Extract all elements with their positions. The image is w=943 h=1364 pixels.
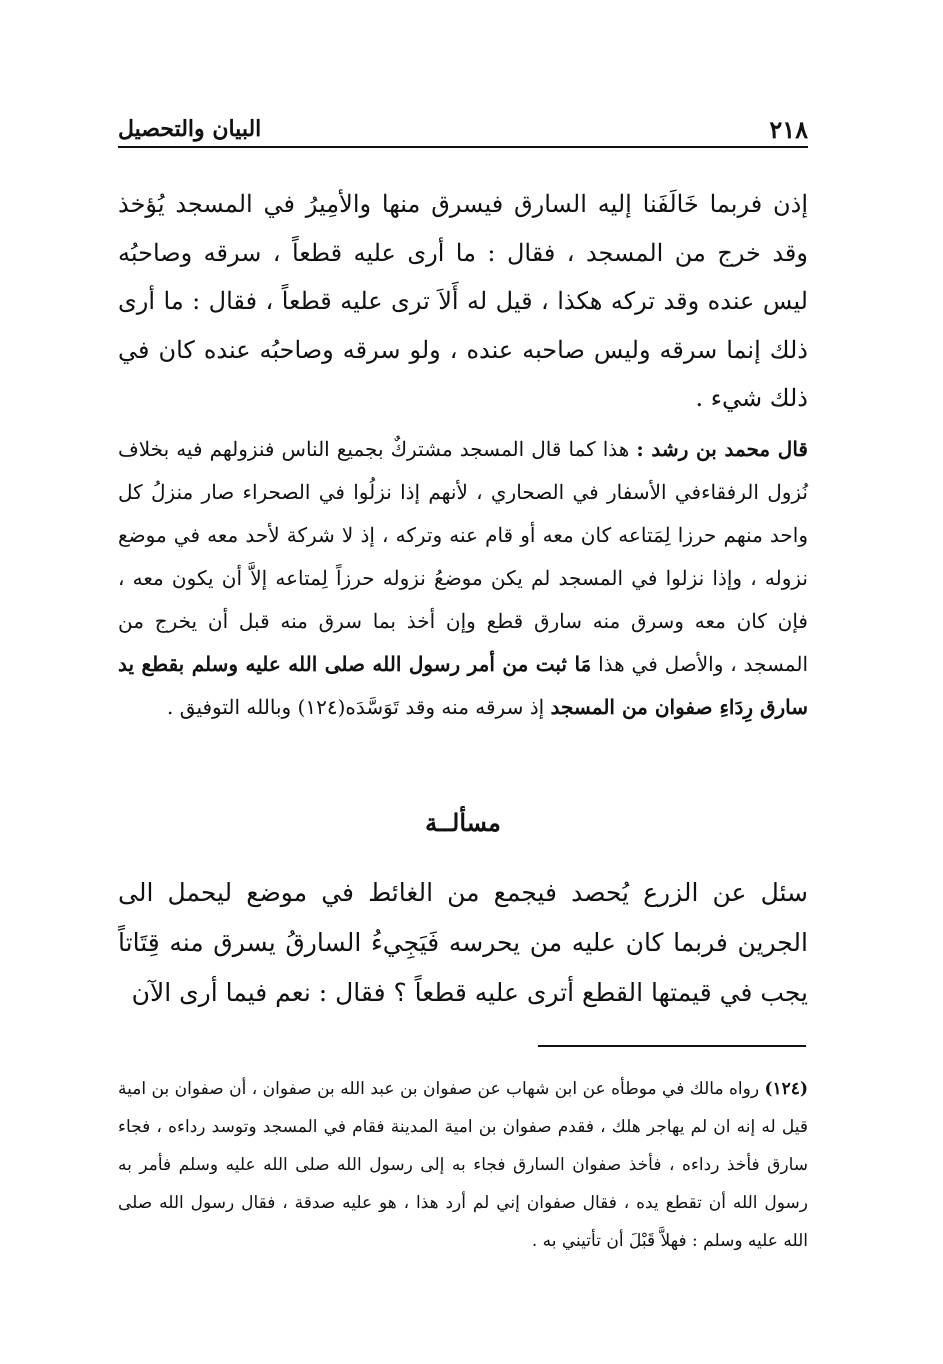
paragraph-2 xyxy=(118,428,840,729)
footnote xyxy=(118,1070,808,1260)
page-header xyxy=(118,106,808,148)
paragraph-2-text-a: هذا كما قال المسجد مشتركٌ بجميع الناس فنزولهم فيه بخلاف نُزول الرفقاءفي الأسفار في الصحاري ، لأنهم إذا نزلُوا في الصحراء صار منزلُ كل واحد منهم حرزا لِمَتاعه كان معه أو قام عنه وتركه ، إذ لا شركة لأحد معه في موضع نزوله ، وإذا نزلوا في المسجد لم يكن موضعُ نزوله حرزاً لِمتاعه إلاَّ أن يكون معه ، فإن كان معه وسرق منه سارق قطع وإن أخذ بما سرق منه قبل أن يخرج من المسجد ، والأصل في هذا xyxy=(118,437,808,676)
paragraph-1: إذن فربما خَالَفَنا إليه السارق فيسرق منها والأمِيرُ في المسجد يُؤخذ وقد خرج من المسجد ، فقال : ما أرى عليه قطعاً ، سرقه وصاحبُه ليس عنده وقد تركه هكذا ، قيل له أَلاَ ترى عليه قطعاً ، فقال : ما أرى ذلك إنما سرقه وليس صاحبه عنده ، ولو سرقه وصاحبُه عنده كان في ذلك شيء . xyxy=(118,190,808,412)
paragraph-2-text-c: إذ سرقه منه وقد تَوَسَّدَه(١٢٤) وبالله التوفيق . xyxy=(167,695,551,719)
section-heading: مسألــة xyxy=(425,808,501,837)
running-title: البيان والتحصيل xyxy=(118,116,262,142)
paragraph-3: سئل عن الزرع يُحصد فيجمع من الغائط في موضع ليحمل الى الجرين فربما كان عليه من يحرسه فَيَجِيءُ السارقُ يسرق منه قِتَاتاً يجب في قيمتها القطع أترى عليه قطعاً ؟ فقال : نعم فيما أرى الآن xyxy=(118,878,808,1007)
paragraph-2-bold-hadith: مَا ثبت من أمر رسول الله صلى الله عليه وسلم بقطع يد سارق رِدَاءِ صفوان من المسجد xyxy=(118,652,808,719)
footnote-text: رواه مالك في موطأه عن ابن شهاب عن صفوان بن عبد الله بن صفوان ، أن صفوان بن امية قيل له إنه ان لم يهاجر هلك ، فقدم صفوان بن امية المدينة فقام في المسجد وتوسد رداءه ، فجاء سارق فأخذ رداءه ، فأخذ صفوان السارق فجاء به إلى رسول الله صلى الله عليه وسلم فأمر به رسول الله أن تقطع يده ، فقال صفوان إني لم أرد هذا ، هو عليه صدقة ، فقال رسول الله صلى الله عليه وسلم : فهلاَّ قَبْلَ أن تأتيني به . xyxy=(118,1079,808,1251)
commentator-label: قال محمد بن رشد : xyxy=(636,437,808,461)
footnote-divider xyxy=(538,1045,806,1047)
footnote-number: (١٢٤) xyxy=(764,1079,808,1099)
page-number: ٢١٨ xyxy=(769,115,808,144)
